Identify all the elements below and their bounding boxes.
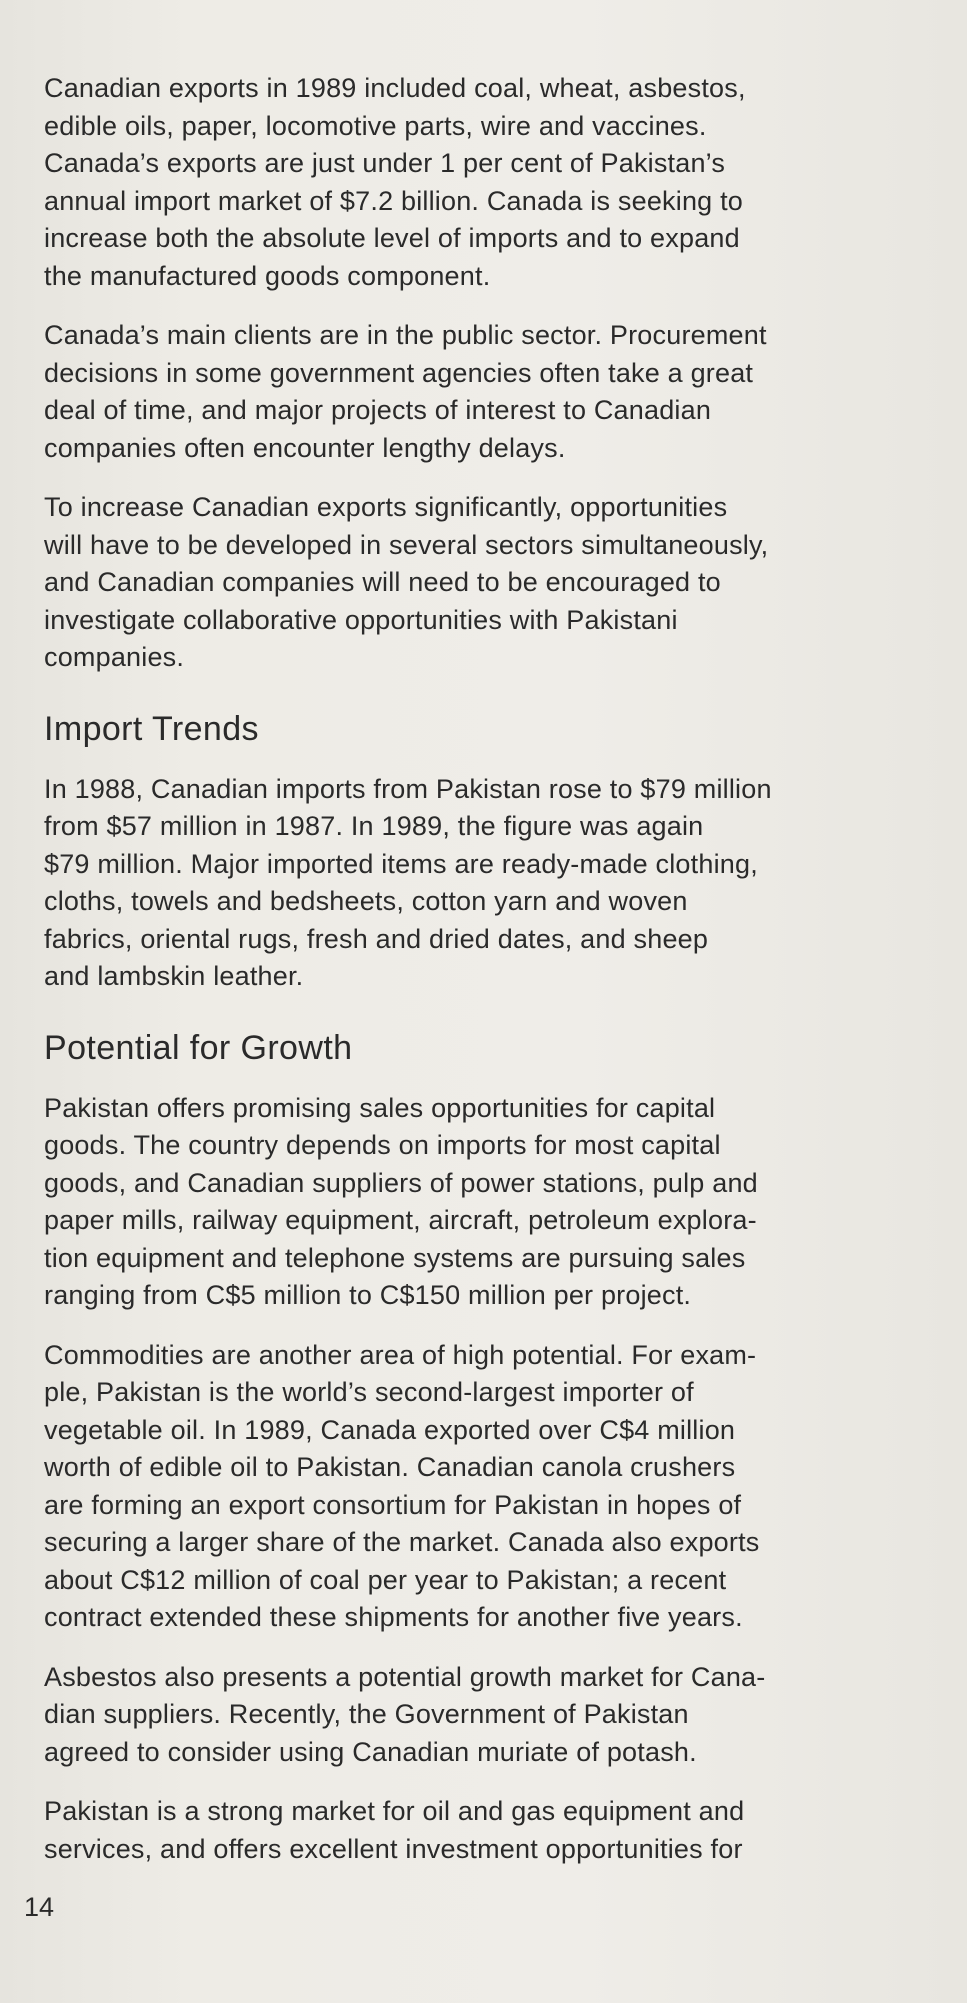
paragraph-capital-goods: Pakistan offers promising sales opportunities for capital goods. The country depends on imports for most capital goods, and Canadian suppliers of power stations, pulp and paper mills, railway equipment, aircraft, petroleum explora- tion equipment and telephone systems are pursuing sales ranging from C$5 million to C$150 million per project.	[44, 1092, 758, 1310]
paragraph-commodities: Commodities are another area of high potential. For exam- ple, Pakistan is the world’s second-largest importer of vegetable oil. In 1989, Canada exported over C$4 million worth of edible oil to Pakistan. Canadian canola crushers are forming an export consortium for Pakistan in hopes of securing a larger share of the market. Canada also exports about C$12 million of coal per year to Pakistan; a recent contract extended these shipments for another five years.	[44, 1339, 760, 1632]
heading-potential-for-growth: Potential for Growth	[44, 1028, 353, 1067]
paragraph-import-trends: In 1988, Canadian imports from Pakistan rose to $79 million from $57 million in 1987. In 1989, the figure was again $79 million. Major imported items are ready-made clothing, cloths, towels and bedsheets, cotton yarn and woven fabrics, oriental rugs, fresh and dried dates, and sheep and lambskin leather.	[44, 773, 772, 991]
page-content	[44, 70, 924, 1890]
paragraph-oil-and-gas: Pakistan is a strong market for oil and gas equipment and services, and offers excellent investment opportunities for	[44, 1796, 745, 1864]
paragraph-main-clients: Canada’s main clients are in the public sector. Procurement decisions in some government agencies often take a great deal of time, and major projects of interest to Canadian companies often encounter lengthy delays.	[44, 320, 767, 463]
page-number: 14	[24, 1892, 55, 1922]
paragraph-asbestos: Asbestos also presents a potential growth market for Cana- dian suppliers. Recently, the Government of Pakistan agreed to consider using Canadian muriate of potash.	[44, 1661, 766, 1767]
heading-import-trends: Import Trends	[44, 709, 259, 748]
paragraph-increase-exports: To increase Canadian exports significantly, opportunities will have to be developed in several sectors simultaneously, and Canadian companies will need to be encouraged to investigate collaborative opportunities with Pakistani companies.	[44, 492, 769, 672]
paragraph-exports-1989: Canadian exports in 1989 included coal, wheat, asbestos, edible oils, paper, locomotive parts, wire and vaccines. Canada’s exports are just under 1 per cent of Pakistan’s annual import market of $7.2 billion. Canada is seeking to increase both the absolute level of imports and to expand the manufactured goods component.	[44, 73, 746, 291]
